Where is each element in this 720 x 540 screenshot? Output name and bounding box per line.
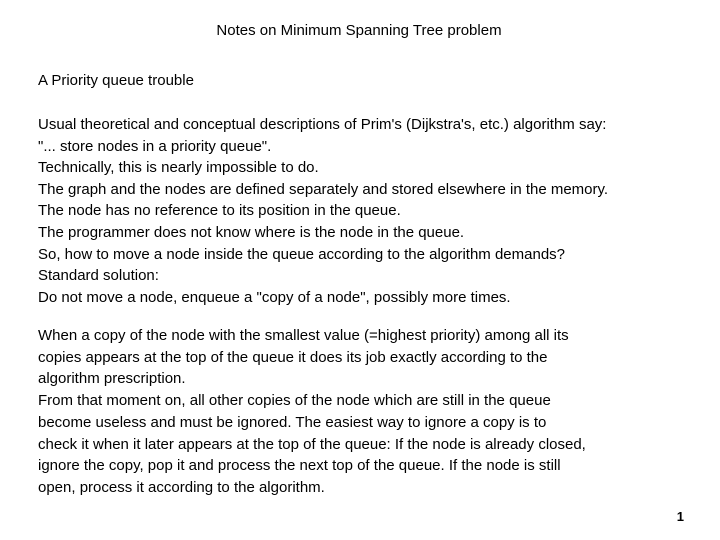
text-line: open, process it according to the algorithm. bbox=[38, 478, 325, 496]
text-line: The graph and the nodes are defined separately and stored elsewhere in the memory. bbox=[38, 180, 609, 198]
text-line: Technically, this is nearly impossible to do. bbox=[38, 159, 319, 177]
text-line: When a copy of the node with the smallest value (=highest priority) among all its bbox=[38, 327, 569, 344]
text-line: Do not move a node, enqueue a "copy of a node", possibly more times. bbox=[38, 288, 511, 306]
section-heading: A Priority queue trouble bbox=[38, 72, 194, 89]
text-line: copies appears at the top of the queue it does its job exactly according to the bbox=[38, 348, 548, 366]
text-line: algorithm prescription. bbox=[38, 370, 186, 388]
text-line: The node has no reference to its position in the queue. bbox=[38, 202, 401, 220]
text-line: Standard solution: bbox=[38, 267, 159, 285]
paragraph-copy-handling bbox=[38, 325, 688, 499]
text-line: So, how to move a node inside the queue according to the algorithm demands? bbox=[38, 245, 566, 263]
text-line: become useless and must be ignored. The easiest way to ignore a copy is to bbox=[38, 413, 547, 431]
text-line: ignore the copy, pop it and process the next top of the queue. If the node is still bbox=[38, 457, 561, 475]
paragraph-priority-queue-problem bbox=[38, 114, 688, 308]
page-number: 1 bbox=[676, 509, 684, 524]
text-line: From that moment on, all other copies of the node which are still in the queue bbox=[38, 392, 551, 410]
text-line: The programmer does not know where is the node in the queue. bbox=[38, 223, 465, 241]
text-line: Usual theoretical and conceptual descriptions of Prim's (Dijkstra's, etc.) algorithm say: bbox=[38, 116, 607, 133]
slide-title: Notes on Minimum Spanning Tree problem bbox=[216, 22, 502, 39]
text-line: check it when it later appears at the top of the queue: If the node is already closed, bbox=[38, 435, 586, 453]
text-line: "... store nodes in a priority queue". bbox=[38, 137, 272, 155]
